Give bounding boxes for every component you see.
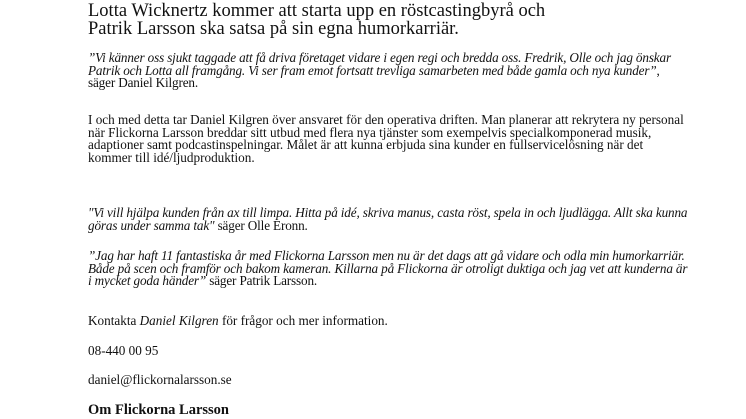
quote-olle-attribution: säger Olle Eronn. <box>214 217 308 233</box>
intro-lead <box>88 2 688 38</box>
contact-prefix: Kontakta <box>88 313 140 328</box>
contact-email: daniel@flickornalarsson.se <box>88 372 232 387</box>
quote-olle-text: "Vi vill hjälpa kunden från ax till limpa. Hitta på idé, skriva manus, casta röst, spela in och ljudlägga. Allt ska kunna göras under samma tak" <box>88 205 688 233</box>
quote-patrik <box>88 250 688 288</box>
quote-daniel <box>88 52 688 90</box>
quote-patrik-text: ”Jag har haft 11 fantastiska år med Flickorna Larsson men nu är det dags att gå vidare och odla min humorkarriär. Både på scen och framför och bakom kameran. Killarna på Flickorna är otroligt duktiga och jag vet att kunderna är i mycket goda händer” <box>88 248 688 289</box>
intro-line-1: Lotta Wicknertz kommer att starta upp en röstcastingbyrå och <box>88 1 546 21</box>
body-paragraph: I och med detta tar Daniel Kilgren över ansvaret för den operativa driften. Man planerar att rekrytera ny personal när Flickorna Larsson breddar sitt utbud med flera nya tjänster som exempelvis specialkomponerad musik, adaptioner samt podcastinspelningar. Målet är att kunna erbjuda sina kunder en fullservicelösning när det kommer till idé/ljudproduktion. <box>88 112 684 165</box>
contact-phone: 08-440 00 95 <box>88 343 159 358</box>
contact-line <box>88 315 688 328</box>
about-heading: Om Flickorna Larsson <box>88 402 229 418</box>
contact-suffix: för frågor och mer information. <box>218 313 388 328</box>
quote-daniel-attribution: , säger Daniel Kilgren. <box>88 62 660 91</box>
quote-olle <box>88 207 688 232</box>
intro-line-2: Patrik Larsson ska satsa på sin egna humorkarriär. <box>88 19 459 39</box>
contact-name: Daniel Kilgren <box>139 313 219 328</box>
quote-patrik-attribution: säger Patrik Larsson. <box>206 273 318 289</box>
quote-daniel-text: ”Vi känner oss sjukt taggade att få driva företaget vidare i egen regi och bredda oss. Fredrik, Olle och jag önskar Patrik och Lotta all framgång. Vi ser fram emot fortsatt trevliga samarbeten med både gamla och nya kunder” <box>88 50 671 78</box>
